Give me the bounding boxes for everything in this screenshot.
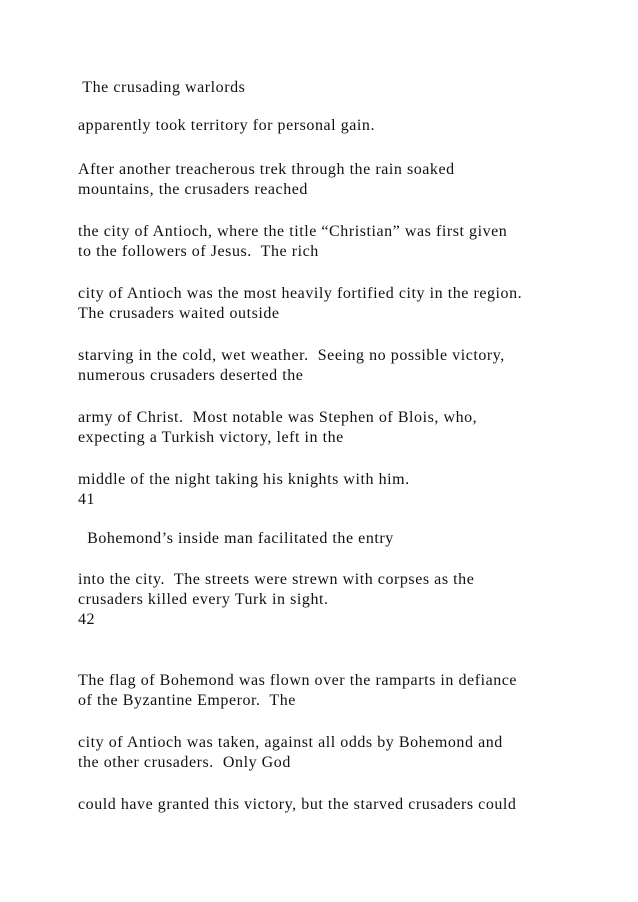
text-line: the other crusaders. Only God [78, 754, 291, 771]
text-line: could have granted this victory, but the starved crusaders could [78, 796, 517, 813]
text-line: middle of the night taking his knights with him. [78, 471, 410, 488]
text-line: The crusaders waited outside [78, 305, 280, 322]
text-line: army of Christ. Most notable was Stephen of Blois, who, [78, 409, 478, 426]
text-line: The crusading warlords [78, 79, 246, 96]
text-line: starving in the cold, wet weather. Seeing no possible victory, [78, 347, 505, 364]
text-line: apparently took territory for personal gain. [78, 117, 375, 134]
text-line: the city of Antioch, where the title “Christian” was first given [78, 223, 508, 240]
text-line: into the city. The streets were strewn with corpses as the [78, 571, 475, 588]
text-line: crusaders killed every Turk in sight. [78, 591, 329, 608]
text-line: After another treacherous trek through the rain soaked [78, 161, 455, 178]
text-line: of the Byzantine Emperor. The [78, 692, 296, 709]
text-line: city of Antioch was the most heavily fortified city in the region. [78, 285, 523, 302]
footnote-marker: 41 [78, 491, 96, 508]
text-line: The flag of Bohemond was flown over the ramparts in defiance [78, 672, 518, 689]
text-line: numerous crusaders deserted the [78, 367, 304, 384]
footnote-marker: 42 [78, 611, 96, 628]
text-line: city of Antioch was taken, against all odds by Bohemond and [78, 734, 503, 751]
text-line: mountains, the crusaders reached [78, 181, 308, 198]
text-line: expecting a Turkish victory, left in the [78, 429, 344, 446]
text-line: to the followers of Jesus. The rich [78, 243, 319, 260]
text-line: Bohemond’s inside man facilitated the entry [78, 530, 394, 547]
